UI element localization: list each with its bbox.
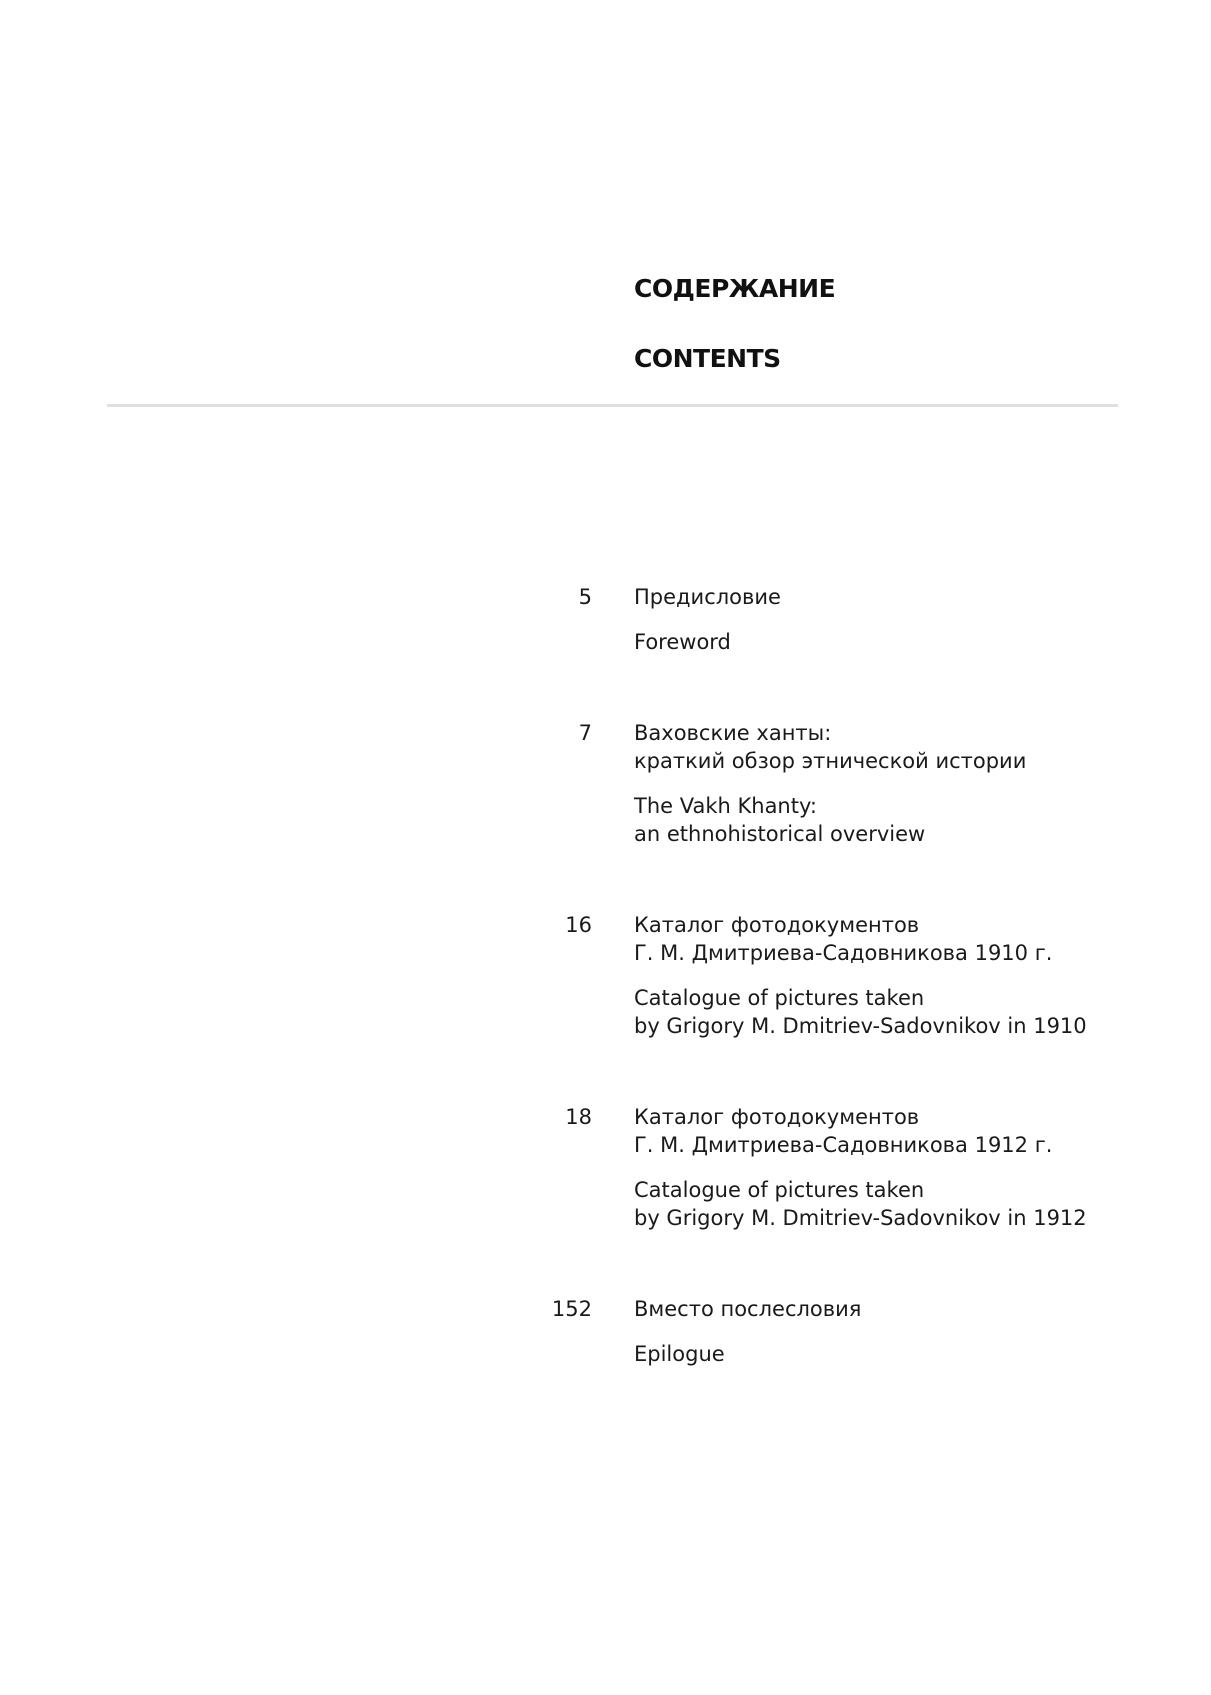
toc-titles	[634, 583, 1114, 656]
toc-title-line: by Grigory M. Dmitriev-Sadovnikov in 1910	[634, 1014, 1087, 1038]
contents-heading-ru: СОДЕРЖАНИЕ	[634, 274, 836, 303]
heading-divider	[107, 404, 1118, 407]
toc-title-ru	[634, 719, 1114, 775]
toc-title-line: The Vakh Khanty:	[634, 794, 817, 818]
toc-title-line: Предисловие	[634, 585, 781, 609]
toc-title-ru	[634, 583, 1114, 611]
toc-title-line: Foreword	[634, 630, 731, 654]
toc-page-number: 18	[565, 1105, 592, 1129]
toc-title-line: by Grigory M. Dmitriev-Sadovnikov in 1912	[634, 1206, 1087, 1230]
toc-titles	[634, 1295, 1114, 1368]
toc-title-line: краткий обзор этнической истории	[634, 749, 1027, 773]
toc-title-line: Каталог фотодокументов	[634, 1105, 920, 1129]
toc-titles	[634, 911, 1114, 1040]
contents-heading-en: CONTENTS	[634, 344, 781, 373]
toc-title-en	[634, 984, 1114, 1040]
toc-title-ru	[634, 911, 1114, 967]
toc-page-number: 5	[578, 585, 592, 609]
toc-title-ru	[634, 1103, 1114, 1159]
toc-titles	[634, 1103, 1114, 1232]
toc-title-line: Ваховские ханты:	[634, 721, 832, 745]
toc-title-line: Г. М. Дмитриева-Садовникова 1910 г.	[634, 941, 1053, 965]
toc-title-en	[634, 1340, 1114, 1368]
toc-title-line: Г. М. Дмитриева-Садовникова 1912 г.	[634, 1133, 1053, 1157]
toc-title-line: Каталог фотодокументов	[634, 913, 920, 937]
toc-title-line: Вместо послесловия	[634, 1297, 862, 1321]
toc-title-line: Catalogue of pictures taken	[634, 1178, 925, 1202]
toc-title-en	[634, 1176, 1114, 1232]
toc-page-number: 16	[565, 913, 592, 937]
toc-title-line: Epilogue	[634, 1342, 725, 1366]
toc-titles	[634, 719, 1114, 848]
toc-title-en	[634, 628, 1114, 656]
toc-page-number: 152	[551, 1297, 592, 1321]
toc-title-ru	[634, 1295, 1114, 1323]
toc-title-line: an ethnohistorical overview	[634, 822, 926, 846]
toc-page-number: 7	[578, 721, 592, 745]
toc-title-line: Catalogue of pictures taken	[634, 986, 925, 1010]
toc-title-en	[634, 792, 1114, 848]
